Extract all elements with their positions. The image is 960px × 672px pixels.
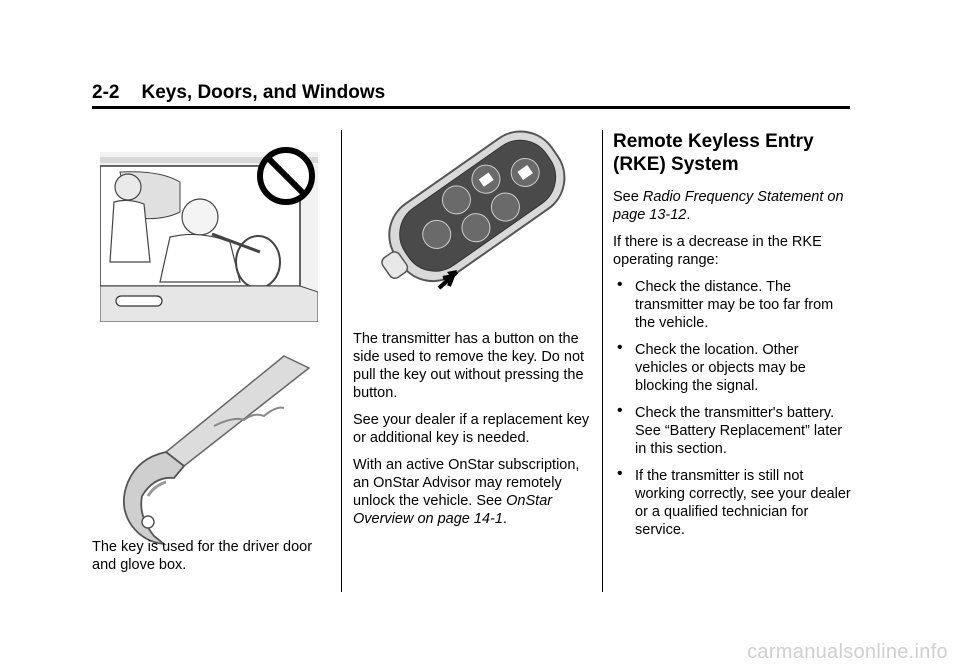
list-item-text: Check the distance. The transmitter may be too far from the vehicle. bbox=[635, 279, 834, 331]
list-item bbox=[613, 467, 853, 539]
column-1 bbox=[92, 130, 332, 573]
chapter-title: Keys, Doors, and Windows bbox=[141, 82, 386, 103]
see-prefix: See bbox=[613, 189, 643, 205]
onstar-suffix: . bbox=[502, 511, 507, 527]
radio-frequency-reference-link[interactable]: Radio Frequency Statement on page 13-12 bbox=[613, 189, 844, 223]
see-reference bbox=[613, 188, 853, 224]
page-number: 2-2 bbox=[92, 82, 120, 103]
physical-key-icon bbox=[114, 346, 314, 546]
paragraph-replacement-key: See your dealer if a replacement key or additional key is needed. bbox=[353, 412, 590, 446]
watermark: carmanualsonline.info bbox=[747, 641, 948, 663]
list-item bbox=[613, 404, 853, 458]
list-item-text: Check the location. Other vehicles or objects may be blocking the signal. bbox=[635, 342, 806, 394]
column-divider-2 bbox=[602, 130, 603, 592]
bullet-icon: • bbox=[617, 402, 623, 419]
no-children-in-vehicle-icon bbox=[100, 142, 318, 322]
bullet-icon: • bbox=[617, 465, 623, 482]
list-item-text: Check the transmitter's battery. See “Battery Replacement” later in this section. bbox=[635, 405, 843, 457]
list-item bbox=[613, 278, 853, 332]
column-2 bbox=[353, 130, 591, 527]
paragraph-remove-key: The transmitter has a button on the side used to remove the key. Do not pull the key out without pressing the button. bbox=[353, 331, 585, 401]
transmitter-text-block bbox=[353, 330, 591, 537]
list-item-text: If the transmitter is still not working correctly, see your dealer or a qualified technician for service. bbox=[635, 468, 851, 538]
header-rule bbox=[92, 106, 850, 109]
intro-text: If there is a decrease in the RKE operating range: bbox=[613, 234, 822, 268]
column-3 bbox=[613, 130, 853, 548]
see-suffix: . bbox=[686, 207, 691, 223]
onstar-reference-link[interactable]: OnStar Overview on page 14-1 bbox=[353, 493, 553, 527]
key-fob-transmitter-icon bbox=[353, 130, 593, 300]
key-usage-text: The key is used for the driver door and glove box. bbox=[92, 539, 313, 573]
column-divider-1 bbox=[341, 130, 342, 592]
bullet-icon: • bbox=[617, 276, 623, 293]
page-header bbox=[92, 80, 850, 106]
list-item bbox=[613, 341, 853, 395]
header-title bbox=[92, 80, 850, 106]
bullet-icon: • bbox=[617, 339, 623, 356]
onstar-prefix: With an active OnStar subscription, an OnStar Advisor may remotely unlock the vehicle. See bbox=[353, 457, 580, 509]
paragraph-onstar bbox=[353, 456, 591, 528]
check-list bbox=[613, 278, 853, 539]
section-title: Remote Keyless Entry (RKE) System bbox=[613, 131, 814, 175]
